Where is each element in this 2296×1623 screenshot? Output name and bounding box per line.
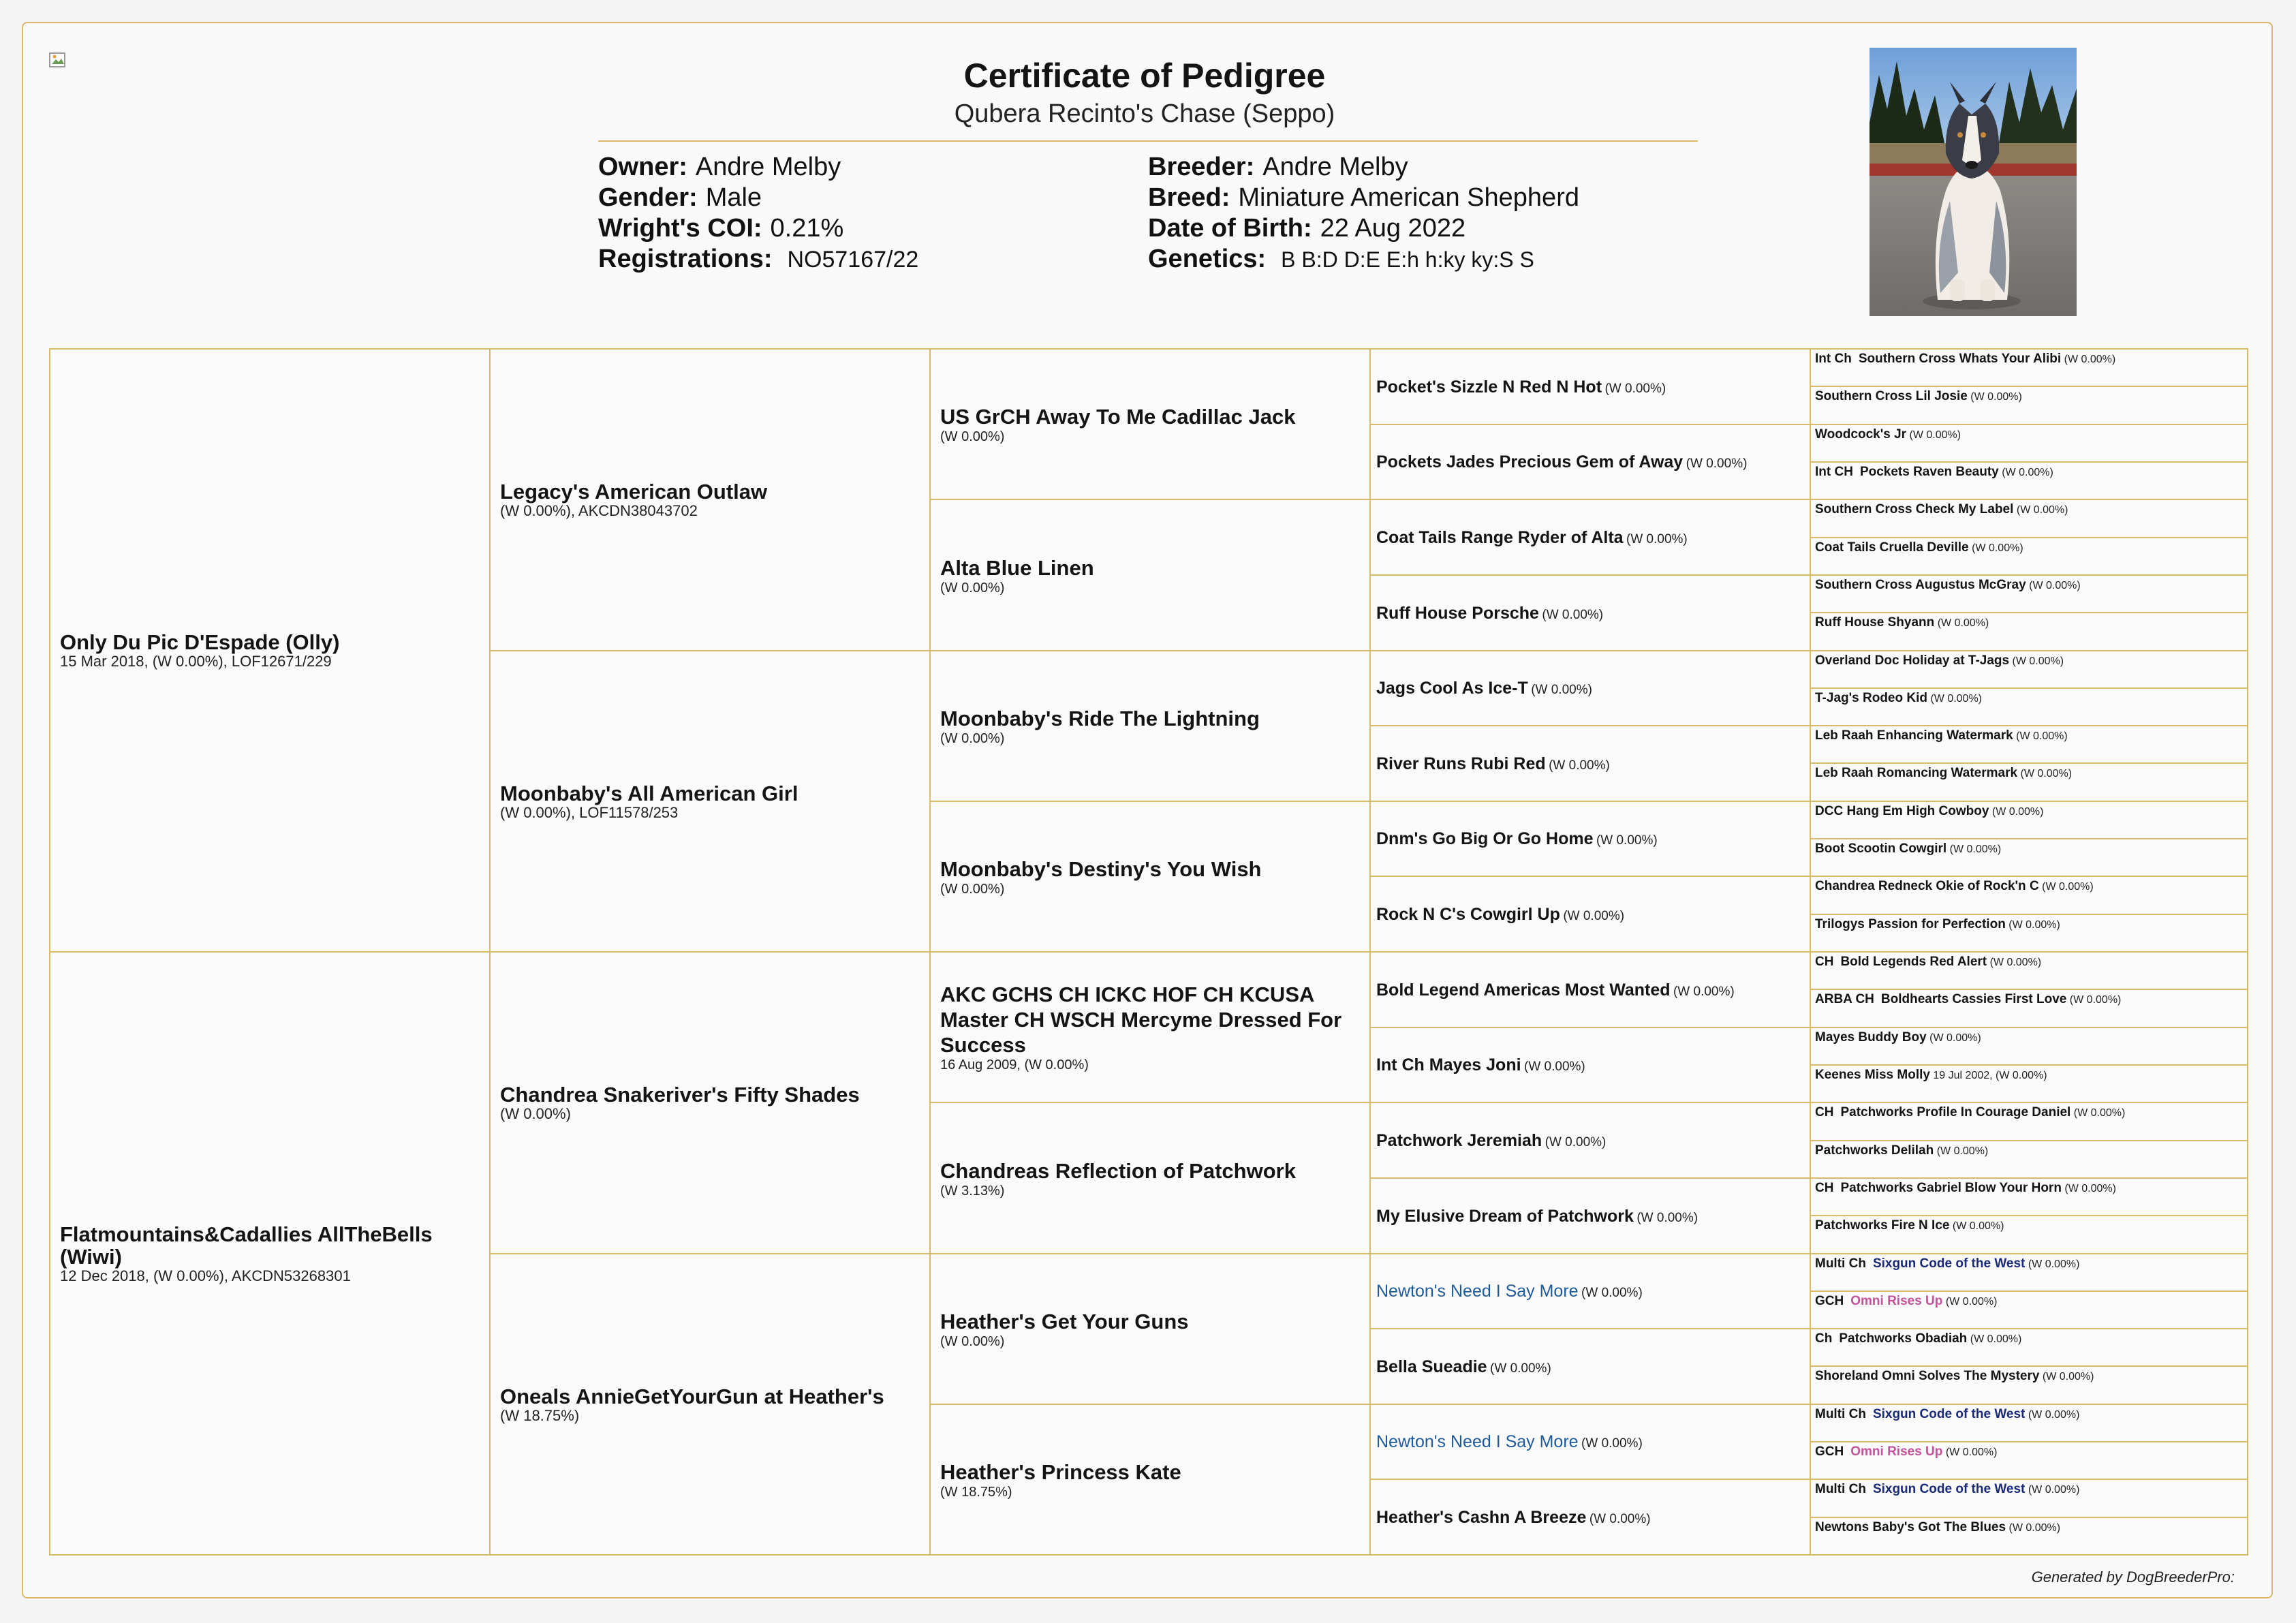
pedigree-cell xyxy=(1810,914,2248,953)
pedigree-cell xyxy=(489,348,931,651)
ancestor-detail: (W 0.00%) xyxy=(1596,833,1658,848)
ancestor-line xyxy=(1815,765,2243,782)
ancestor-line xyxy=(1815,1519,2243,1536)
dob-row xyxy=(1148,213,1579,244)
ancestor-line xyxy=(1376,754,1804,774)
ancestor-detail: (W 0.00%) xyxy=(1524,1060,1585,1074)
ancestor-name: Pockets Jades Precious Gem of Away xyxy=(1376,452,1684,472)
ancestor-name: Chandreas Reflection of Patchwork xyxy=(940,1158,1296,1183)
footer-credit: Generated by DogBreederPro: xyxy=(2031,1568,2235,1586)
ancestor-name: Southern Cross Whats Your Alibi xyxy=(1858,352,2062,366)
ancestor-detail: (W 0.00%) xyxy=(940,731,1005,746)
genetics-row xyxy=(1148,244,1579,275)
pedigree-cell xyxy=(489,650,931,953)
pedigree-cell xyxy=(1369,725,1811,802)
ancestor-detail: 19 Jul 2002, (W 0.00%) xyxy=(1933,1070,2047,1081)
ancestor-detail: (W 0.00%) xyxy=(940,429,1005,444)
ancestor-detail: (W 0.00%) xyxy=(2073,1107,2126,1119)
ancestor-detail: 12 Dec 2018, (W 0.00%), AKCDN53268301 xyxy=(60,1267,351,1284)
pedigree-cell xyxy=(1810,1215,2248,1254)
ancestor-detail: (W 0.00%) xyxy=(2069,994,2122,1006)
logo-image-placeholder xyxy=(48,49,69,71)
info-right xyxy=(1148,152,1579,275)
ancestor-name: Patchworks Delilah xyxy=(1815,1143,1934,1158)
ancestor-detail: (W 0.00%) xyxy=(2012,655,2064,667)
pedigree-cell xyxy=(1810,1064,2248,1103)
breed-row xyxy=(1148,183,1579,213)
ancestor-detail: (W 0.00%) xyxy=(940,1334,1005,1349)
ancestor-detail: (W 18.75%) xyxy=(940,1485,1012,1500)
dog-name: Qubera Recinto's Chase (Seppo) xyxy=(954,99,1335,128)
ancestor-detail: (W 0.00%) xyxy=(1972,542,2023,554)
ancestor-detail: (W 0.00%) xyxy=(1930,693,1983,705)
dog-photo xyxy=(1870,48,2077,316)
pedigree-cell xyxy=(1810,1479,2248,1518)
ancestor-detail: (W 0.00%) xyxy=(2002,467,2053,478)
ancestor-detail: (W 0.00%) xyxy=(1604,381,1666,396)
ancestor-line xyxy=(1815,954,2243,970)
pedigree-cell xyxy=(1810,1517,2248,1556)
pedigree-table xyxy=(49,348,2247,1554)
ancestor-detail: (W 0.00%) xyxy=(1945,1296,1998,1308)
breeder-row xyxy=(1148,152,1579,183)
ancestor-name: Pocket's Sizzle N Red N Hot xyxy=(1376,377,1602,397)
ancestor-link[interactable]: Omni Rises Up xyxy=(1850,1294,1943,1308)
pedigree-cell xyxy=(1810,348,2248,387)
ancestor-name: Southern Cross Lil Josie xyxy=(1815,389,1968,403)
ancestor-line xyxy=(1376,1357,1804,1377)
ancestor-name: Leb Raah Romancing Watermark xyxy=(1815,766,2018,780)
pedigree-cell xyxy=(1810,989,2248,1028)
ancestor-name: Ruff House Porsche xyxy=(1376,603,1539,623)
ancestor-name: Rock N C's Cowgirl Up xyxy=(1376,904,1560,924)
pedigree-cell xyxy=(1810,762,2248,802)
breeder-value: Andre Melby xyxy=(1262,153,1408,181)
pedigree-cell xyxy=(929,1404,1371,1556)
ancestor-line xyxy=(1815,1104,2243,1121)
ancestor-name: River Runs Rubi Red xyxy=(1376,754,1546,773)
ancestor-name: Moonbaby's Ride The Lightning xyxy=(940,707,1260,730)
pedigree-cell xyxy=(929,1102,1371,1254)
ancestor-name: Southern Cross Check My Label xyxy=(1815,502,2014,516)
ancestor-detail: 15 Mar 2018, (W 0.00%), LOF12671/229 xyxy=(60,653,332,670)
ancestor-title: Multi Ch xyxy=(1815,1407,1866,1421)
ancestor-name: Dnm's Go Big Or Go Home xyxy=(1376,829,1594,848)
ancestor-line xyxy=(1815,1256,2243,1272)
ancestor-name: Patchwork Jeremiah xyxy=(1376,1130,1542,1150)
pedigree-cell xyxy=(1369,424,1811,500)
ancestor-detail: (W 0.00%) xyxy=(1581,1286,1643,1300)
ancestor-line xyxy=(1815,540,2243,556)
ancestor-name: US GrCH Away To Me Cadillac Jack xyxy=(940,405,1296,429)
ancestor-name: Coat Tails Range Ryder of Alta xyxy=(1376,527,1624,547)
ancestor-line xyxy=(1815,1067,2243,1083)
ancestor-detail: (W 0.00%) xyxy=(1490,1361,1551,1376)
pedigree-cell xyxy=(1810,461,2248,500)
ancestor-detail: (W 0.00%) xyxy=(2016,730,2068,742)
ancestor-title: Multi Ch xyxy=(1815,1256,1866,1271)
ancestor-detail: (W 0.00%) xyxy=(2042,1371,2094,1382)
pedigree-cell xyxy=(1369,1102,1811,1179)
ancestor-detail: (W 0.00%) xyxy=(2016,504,2068,516)
dob-label: Date of Birth: xyxy=(1148,214,1312,243)
pedigree-cell xyxy=(49,348,491,953)
info-left xyxy=(598,152,918,275)
ancestor-line xyxy=(1376,1130,1804,1151)
pedigree-cell xyxy=(1369,499,1811,576)
pedigree-cell xyxy=(1810,424,2248,463)
ancestor-link[interactable]: Newton's Need I Say More xyxy=(1376,1282,1579,1301)
ancestor-detail: (W 0.00%) xyxy=(940,882,1005,897)
ancestor-title: CH xyxy=(1815,955,1834,969)
ancestor-detail: (W 3.13%) xyxy=(940,1183,1005,1199)
ancestor-detail: (W 0.00%) xyxy=(1626,531,1688,546)
ancestor-line xyxy=(1376,1432,1804,1452)
pedigree-cell xyxy=(1810,1027,2248,1066)
pedigree-cell xyxy=(1810,537,2248,576)
ancestor-name: Legacy's American Outlaw xyxy=(500,480,768,504)
pedigree-cell xyxy=(1810,1441,2248,1480)
pedigree-cell xyxy=(1369,1328,1811,1405)
ancestor-detail: (W 0.00%), LOF11578/253 xyxy=(500,803,679,821)
ancestor-detail: (W 0.00%) xyxy=(1991,806,2044,818)
ancestor-link[interactable]: Sixgun Code of the West xyxy=(1872,1407,2026,1421)
ancestor-line xyxy=(1376,1055,1804,1075)
pedigree-cell xyxy=(1369,876,1811,953)
ancestor-line xyxy=(1815,501,2243,518)
ancestor-line xyxy=(1376,377,1804,397)
ancestor-detail: 16 Aug 2009, (W 0.00%) xyxy=(940,1057,1089,1072)
ancestor-detail: (W 0.00%) xyxy=(1952,1220,2004,1232)
pedigree-cell xyxy=(929,951,1371,1103)
ancestor-line xyxy=(1815,388,2243,405)
ancestor-detail: (W 0.00%) xyxy=(2028,1484,2080,1496)
ancestor-line xyxy=(1815,427,2243,443)
ancestor-detail: (W 0.00%) xyxy=(2064,1183,2116,1194)
pedigree-cell xyxy=(1810,687,2248,726)
ancestor-line xyxy=(1815,1331,2243,1347)
ancestor-detail: (W 0.00%) xyxy=(1949,844,2002,855)
ancestor-line xyxy=(1376,904,1804,925)
ancestor-line xyxy=(1376,1281,1804,1301)
ancestor-detail: (W 0.00%) xyxy=(1909,429,1961,441)
ancestor-name: Pockets Raven Beauty xyxy=(1859,465,1999,479)
ancestor-line xyxy=(1815,991,2243,1008)
ancestor-line xyxy=(1376,980,1804,1000)
owner-label: Owner: xyxy=(598,153,687,181)
ancestor-line xyxy=(1815,577,2243,593)
ancestor-name: Heather's Cashn A Breeze xyxy=(1376,1507,1587,1527)
ancestor-line xyxy=(1815,1481,2243,1498)
pedigree-cell xyxy=(929,348,1371,500)
ancestor-line xyxy=(1815,690,2243,707)
pedigree-cell xyxy=(1369,1253,1811,1329)
pedigree-cell xyxy=(1810,650,2248,689)
ancestor-name: DCC Hang Em High Cowboy xyxy=(1815,804,1989,818)
ancestor-detail: (W 0.00%) xyxy=(2029,580,2081,591)
ancestor-name: Moonbaby's Destiny's You Wish xyxy=(940,857,1262,881)
ancestor-line xyxy=(1815,464,2243,480)
gender-value: Male xyxy=(705,183,762,212)
breed-value: Miniature American Shepherd xyxy=(1238,183,1579,212)
ancestor-line xyxy=(1376,527,1804,548)
pedigree-cell xyxy=(1369,1177,1811,1254)
pedigree-cell xyxy=(1369,574,1811,651)
ancestor-name: Woodcock's Jr xyxy=(1815,427,1907,442)
ancestor-detail: (W 0.00%) xyxy=(2008,1522,2061,1534)
registrations-value: NO57167/22 xyxy=(787,247,919,273)
ancestor-name: Heather's Princess Kate xyxy=(940,1460,1181,1484)
ancestor-title: Multi Ch xyxy=(1815,1482,1866,1496)
registrations-label: Registrations: xyxy=(598,245,773,273)
ancestor-name: T-Jag's Rodeo Kid xyxy=(1815,691,1927,705)
ancestor-link[interactable]: Sixgun Code of the West xyxy=(1872,1256,2026,1271)
ancestor-line xyxy=(1815,1444,2243,1460)
ancestor-line xyxy=(1815,1293,2243,1310)
pedigree-cell xyxy=(1369,348,1811,425)
pedigree-cell xyxy=(1369,1027,1811,1103)
ancestor-name: Chandrea Redneck Okie of Rock'n C xyxy=(1815,879,2039,893)
ancestor-detail: (W 0.00%) xyxy=(2042,881,2094,893)
pedigree-cell xyxy=(1369,1404,1811,1480)
ancestor-detail: (W 0.00%) xyxy=(1945,1447,1998,1458)
pedigree-cell xyxy=(1369,1479,1811,1556)
ancestor-detail: (W 0.00%) xyxy=(1636,1210,1698,1225)
dob-value: 22 Aug 2022 xyxy=(1320,214,1466,243)
ancestor-line xyxy=(1815,728,2243,744)
ancestor-detail: (W 0.00%) xyxy=(1545,1134,1607,1149)
ancestor-name: Coat Tails Cruella Deville xyxy=(1815,540,1969,555)
gender-label: Gender: xyxy=(598,183,698,212)
coi-value: 0.21% xyxy=(770,214,844,243)
ancestor-name: Alta Blue Linen xyxy=(940,555,1094,580)
ancestor-title: Ch xyxy=(1815,1331,1833,1346)
ancestor-line xyxy=(1815,1180,2243,1196)
ancestor-title: ARBA CH xyxy=(1815,992,1874,1006)
certificate-title: Certificate of Pedigree xyxy=(963,57,1326,95)
breeder-label: Breeder: xyxy=(1148,153,1255,181)
ancestor-line xyxy=(1815,615,2243,631)
ancestor-title: GCH xyxy=(1815,1444,1844,1459)
pedigree-cell xyxy=(1810,1140,2248,1179)
genetics-value: B B:D D:E E:h h:ky ky:S S xyxy=(1281,247,1534,272)
ancestor-detail: (W 0.00%) xyxy=(2008,919,2060,931)
coi-row xyxy=(598,213,918,244)
ancestor-line xyxy=(1815,1218,2243,1234)
ancestor-name: Oneals AnnieGetYourGun at Heather's xyxy=(500,1384,884,1408)
gender-row xyxy=(598,183,918,213)
pedigree-cell xyxy=(1810,499,2248,538)
ancestor-name: Flatmountains&Cadallies AllTheBells (Wiwi) xyxy=(60,1222,433,1269)
ancestor-detail: (W 0.00%) xyxy=(1937,617,1989,629)
ancestor-detail: (W 0.00%) xyxy=(1542,607,1604,622)
ancestor-detail: (W 0.00%) xyxy=(2028,1409,2080,1421)
ancestor-name: Leb Raah Enhancing Watermark xyxy=(1815,728,2013,743)
ancestor-title: Int CH xyxy=(1815,465,1853,479)
ancestor-detail: (W 0.00%) xyxy=(1989,957,2042,968)
ancestor-name: AKC GCHS CH ICKC HOF CH KCUSA Master CH WSCH Mercyme Dressed For Success xyxy=(940,983,1342,1057)
ancestor-name: Newtons Baby's Got The Blues xyxy=(1815,1520,2006,1534)
pedigree-cell xyxy=(49,951,491,1556)
ancestor-name: Patchworks Profile In Courage Daniel xyxy=(1840,1105,2071,1119)
ancestor-detail: (W 18.75%) xyxy=(500,1406,580,1424)
pedigree-cell xyxy=(1810,951,2248,990)
ancestor-name: Overland Doc Holiday at T-Jags xyxy=(1815,653,2010,668)
owner-row xyxy=(598,152,918,183)
pedigree-cell xyxy=(1810,1177,2248,1216)
ancestor-link[interactable]: Omni Rises Up xyxy=(1850,1444,1943,1459)
coi-label: Wright's COI: xyxy=(598,214,762,243)
ancestor-line xyxy=(1815,1406,2243,1423)
pedigree-cell xyxy=(1810,1328,2248,1367)
pedigree-cell xyxy=(929,801,1371,953)
ancestor-name: Int Ch Mayes Joni xyxy=(1376,1055,1521,1075)
pedigree-cell xyxy=(1369,801,1811,877)
ancestor-line xyxy=(1815,841,2243,857)
ancestor-detail: (W 0.00%) xyxy=(2020,768,2073,779)
ancestor-name: Trilogys Passion for Perfection xyxy=(1815,917,2006,931)
ancestor-name: Patchworks Fire N Ice xyxy=(1815,1218,1950,1233)
owner-value: Andre Melby xyxy=(695,153,841,181)
ancestor-line xyxy=(1815,351,2243,367)
ancestor-detail: (W 0.00%) xyxy=(500,1105,571,1122)
ancestor-line xyxy=(1376,452,1804,472)
ancestor-line xyxy=(1376,1507,1804,1528)
pedigree-cell xyxy=(929,650,1371,802)
ancestor-detail: (W 0.00%) xyxy=(1581,1436,1643,1451)
pedigree-cell xyxy=(1810,612,2248,651)
ancestor-name: Chandrea Snakeriver's Fifty Shades xyxy=(500,1083,860,1107)
ancestor-name: Boot Scootin Cowgirl xyxy=(1815,841,1947,856)
ancestor-detail: (W 0.00%) xyxy=(1970,1333,2022,1345)
pedigree-cell xyxy=(1810,386,2248,425)
header-divider xyxy=(598,140,1698,142)
ancestor-link[interactable]: Newton's Need I Say More xyxy=(1376,1432,1579,1451)
ancestor-name: Shoreland Omni Solves The Mystery xyxy=(1815,1369,2040,1383)
ancestor-name: Southern Cross Augustus McGray xyxy=(1815,578,2026,592)
pedigree-cell xyxy=(929,499,1371,651)
ancestor-name: Mayes Buddy Boy xyxy=(1815,1030,1927,1045)
ancestor-line xyxy=(1815,803,2243,820)
pedigree-cell xyxy=(1369,650,1811,726)
ancestor-name: Bold Legends Red Alert xyxy=(1840,955,1987,969)
ancestor-name: My Elusive Dream of Patchwork xyxy=(1376,1206,1634,1226)
pedigree-cell xyxy=(1810,838,2248,877)
pedigree-cell xyxy=(489,951,931,1254)
ancestor-detail: (W 0.00%) xyxy=(1563,908,1625,923)
pedigree-cell xyxy=(1810,1253,2248,1292)
ancestor-detail: (W 0.00%), AKCDN38043702 xyxy=(500,502,698,519)
ancestor-detail: (W 0.00%) xyxy=(940,580,1005,596)
ancestor-line xyxy=(1815,1143,2243,1159)
ancestor-name: Bella Sueadie xyxy=(1376,1357,1487,1376)
ancestor-link[interactable]: Sixgun Code of the West xyxy=(1872,1482,2026,1496)
ancestor-detail: (W 0.00%) xyxy=(1686,457,1748,471)
ancestor-detail: (W 0.00%) xyxy=(1589,1511,1651,1526)
ancestor-line xyxy=(1815,1368,2243,1385)
ancestor-title: GCH xyxy=(1815,1294,1844,1308)
ancestor-name: Patchworks Obadiah xyxy=(1839,1331,1968,1346)
pedigree-cell xyxy=(1810,1365,2248,1405)
ancestor-name: Keenes Miss Molly xyxy=(1815,1068,1930,1082)
ancestor-line xyxy=(1376,829,1804,849)
pedigree-cell xyxy=(1810,1290,2248,1329)
genetics-label: Genetics: xyxy=(1148,245,1267,273)
pedigree-cell xyxy=(1810,1404,2248,1442)
ancestor-detail: (W 0.00%) xyxy=(1531,683,1592,697)
ancestor-line xyxy=(1376,603,1804,623)
ancestor-line xyxy=(1815,916,2243,933)
ancestor-detail: (W 0.00%) xyxy=(1929,1032,1981,1044)
ancestor-detail: (W 0.00%) xyxy=(1936,1145,1989,1157)
ancestor-detail: (W 0.00%) xyxy=(1673,984,1735,999)
ancestor-detail: (W 0.00%) xyxy=(2028,1258,2080,1270)
ancestor-detail: (W 0.00%) xyxy=(1970,391,2022,403)
breed-label: Breed: xyxy=(1148,183,1230,212)
ancestor-line xyxy=(1815,878,2243,895)
pedigree-cell xyxy=(1810,876,2248,915)
ancestor-name: Only Du Pic D'Espade (Olly) xyxy=(60,630,340,654)
ancestor-line xyxy=(1815,653,2243,669)
pedigree-cell xyxy=(1810,725,2248,764)
ancestor-title: CH xyxy=(1815,1105,1834,1119)
ancestor-name: Ruff House Shyann xyxy=(1815,615,1935,630)
ancestor-name: Boldhearts Cassies First Love xyxy=(1880,992,2067,1006)
pedigree-cell xyxy=(1369,951,1811,1028)
ancestor-name: Jags Cool As Ice-T xyxy=(1376,679,1528,698)
ancestor-line xyxy=(1376,678,1804,698)
ancestor-title: Int Ch xyxy=(1815,352,1852,366)
pedigree-cell xyxy=(1810,1102,2248,1141)
pedigree-cell xyxy=(1810,574,2248,613)
ancestor-line xyxy=(1376,1206,1804,1226)
registrations-row xyxy=(598,244,918,275)
pedigree-cell xyxy=(1810,801,2248,839)
pedigree-cell xyxy=(489,1253,931,1556)
ancestor-name: Patchworks Gabriel Blow Your Horn xyxy=(1840,1181,2062,1195)
ancestor-name: Bold Legend Americas Most Wanted xyxy=(1376,980,1671,1000)
ancestor-detail: (W 0.00%) xyxy=(2064,354,2116,365)
ancestor-line xyxy=(1815,1030,2243,1046)
ancestor-name: Moonbaby's All American Girl xyxy=(500,781,798,805)
ancestor-name: Heather's Get Your Guns xyxy=(940,1310,1189,1333)
pedigree-cell xyxy=(929,1253,1371,1405)
ancestor-title: CH xyxy=(1815,1181,1834,1195)
ancestor-detail: (W 0.00%) xyxy=(1549,758,1610,773)
